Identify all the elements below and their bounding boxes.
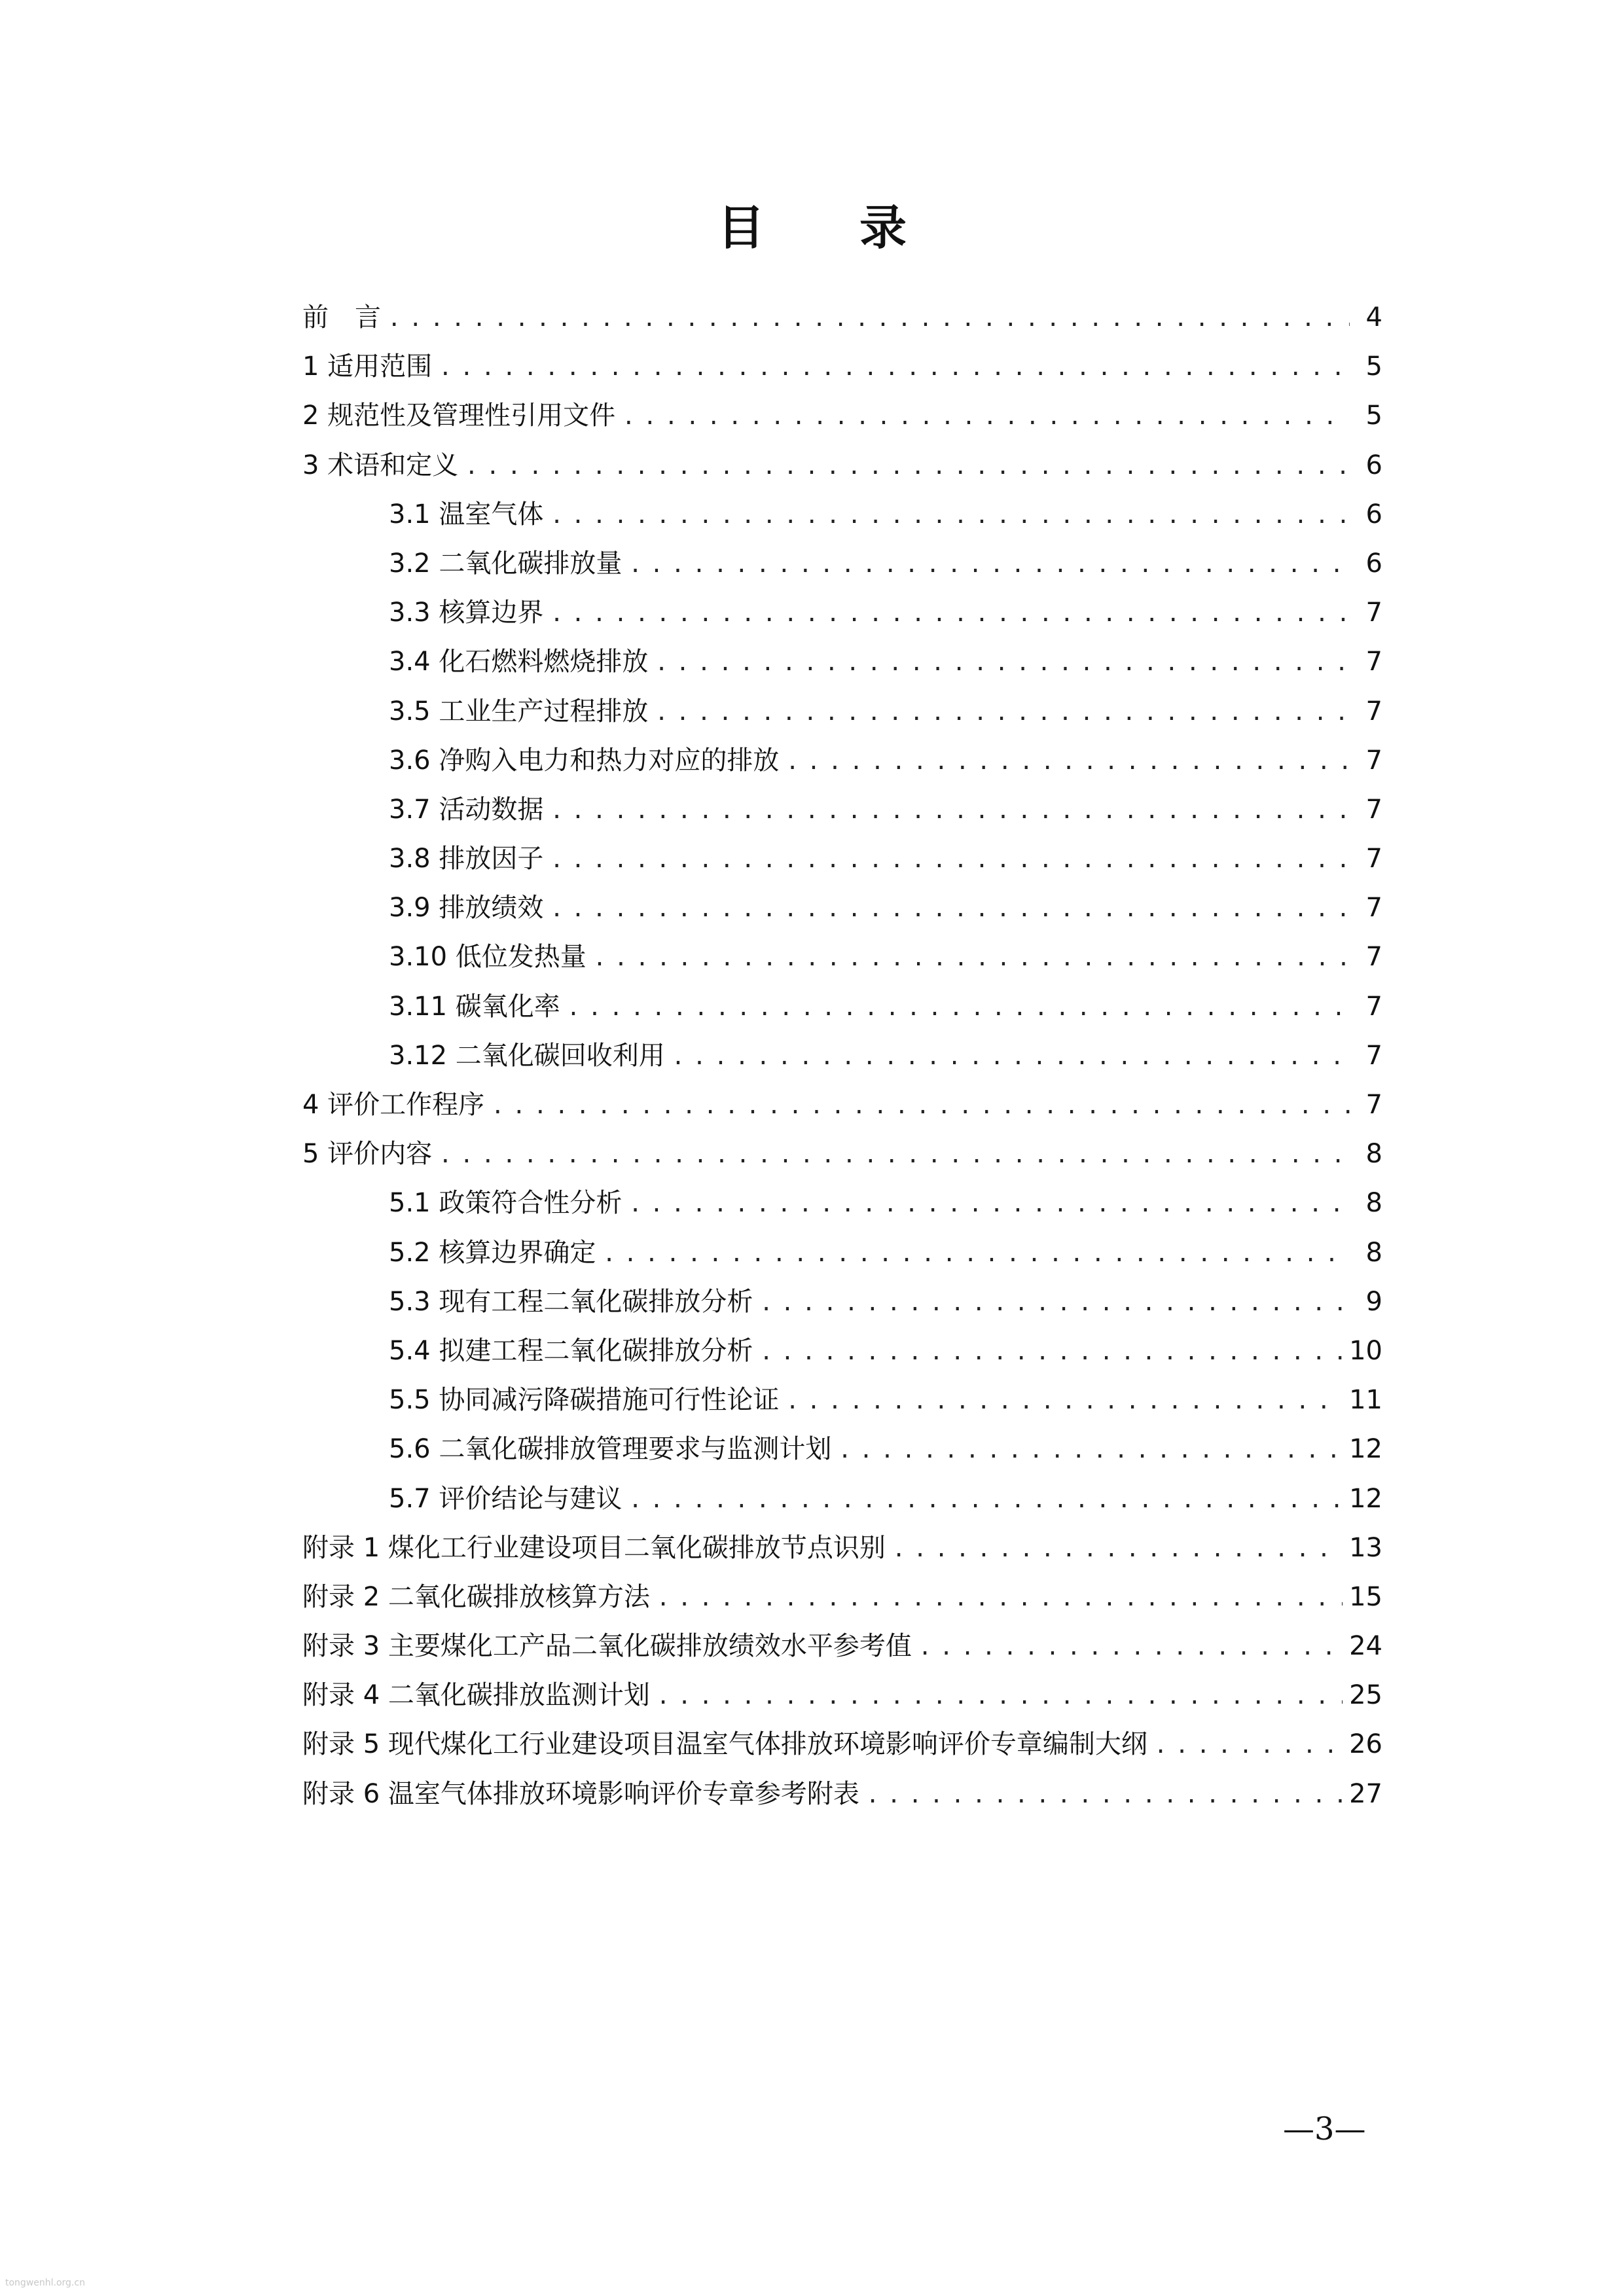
toc-entry-label: 4 评价工作程序 xyxy=(302,1090,485,1120)
toc-entry-page: 26 xyxy=(1349,1729,1382,1760)
toc-entry[interactable] xyxy=(302,637,1382,687)
toc-entry-label: 前 言 xyxy=(302,302,381,332)
toc-entry[interactable] xyxy=(302,884,1382,933)
toc-entry-page: 7 xyxy=(1365,893,1382,924)
toc-entry-page: 6 xyxy=(1365,548,1382,579)
toc-entry[interactable] xyxy=(302,391,1382,440)
toc-entry-page: 7 xyxy=(1365,794,1382,825)
toc-leader-dots xyxy=(785,738,1350,787)
toc-entry-page: 15 xyxy=(1349,1581,1382,1612)
toc-leader-dots xyxy=(622,393,1350,442)
toc-entry-label: 附录 1 煤化工行业建设项目二氧化碳排放节点识别 xyxy=(302,1532,886,1563)
toc-entry[interactable] xyxy=(302,736,1382,785)
toc-leader-dots xyxy=(550,787,1350,836)
toc-entry-label: 5 评价内容 xyxy=(302,1139,433,1170)
toc-leader-dots xyxy=(550,836,1350,885)
toc-entry-label: 附录 4 二氧化碳排放监测计划 xyxy=(302,1680,650,1711)
toc-entry-label: 附录 6 温室气体排放环境影响评价专章参考附表 xyxy=(302,1778,859,1809)
toc-leader-dots xyxy=(550,590,1350,639)
toc-entry-label: 附录 5 现代煤化工行业建设项目温室气体排放环境影响评价专章编制大纲 xyxy=(302,1729,1147,1760)
toc-entry-label: 3.11 碳氧化率 xyxy=(389,991,560,1022)
toc-entry[interactable] xyxy=(302,1622,1382,1671)
toc-entry[interactable] xyxy=(302,1278,1382,1327)
toc-leader-dots xyxy=(567,984,1350,1033)
toc-entry[interactable] xyxy=(302,1770,1382,1819)
toc-leader-dots xyxy=(892,1525,1343,1574)
toc-entry-page: 7 xyxy=(1365,647,1382,677)
toc-leader-dots xyxy=(1154,1721,1343,1770)
toc-entry-label: 5.7 评价结论与建议 xyxy=(389,1483,623,1514)
toc-leader-dots xyxy=(550,885,1350,934)
toc-entry-label: 3.9 排放绩效 xyxy=(389,893,544,924)
toc-entry-label: 5.6 二氧化碳排放管理要求与监测计划 xyxy=(389,1434,832,1465)
toc-entry[interactable] xyxy=(302,342,1382,391)
toc-leader-dots xyxy=(388,295,1350,344)
toc-leader-dots xyxy=(628,1180,1350,1229)
toc-entry-page: 13 xyxy=(1349,1532,1382,1563)
toc-entry-page: 12 xyxy=(1349,1483,1382,1514)
toc-entry-page: 9 xyxy=(1365,1286,1382,1317)
toc-entry[interactable] xyxy=(302,441,1382,490)
toc-entry-page: 5 xyxy=(1365,401,1382,431)
toc-leader-dots xyxy=(759,1279,1350,1328)
toc-entry[interactable] xyxy=(302,293,1382,342)
toc-entry-label: 2 规范性及管理性引用文件 xyxy=(302,401,616,431)
toc-leader-dots xyxy=(602,1230,1350,1279)
toc-entry-label: 5.2 核算边界确定 xyxy=(389,1237,596,1268)
toc-entry-page: 5 xyxy=(1365,351,1382,382)
toc-entry[interactable] xyxy=(302,539,1382,588)
toc-entry-page: 25 xyxy=(1349,1680,1382,1711)
toc-entry-page: 6 xyxy=(1365,450,1382,480)
toc-entry[interactable] xyxy=(302,1179,1382,1228)
toc-leader-dots xyxy=(866,1771,1343,1820)
toc-entry[interactable] xyxy=(302,785,1382,834)
toc-leader-dots xyxy=(465,442,1350,492)
toc-entry-page: 7 xyxy=(1365,942,1382,973)
toc-entry-page: 11 xyxy=(1349,1385,1382,1416)
page-number: —3— xyxy=(1283,2111,1366,2147)
toc-entry-label: 3.4 化石燃料燃烧排放 xyxy=(389,647,649,677)
toc-entry[interactable] xyxy=(302,1376,1382,1425)
toc-entry[interactable] xyxy=(302,1130,1382,1179)
toc-entry[interactable] xyxy=(302,1475,1382,1524)
toc-leader-dots xyxy=(439,1131,1350,1180)
toc-entry-page: 4 xyxy=(1365,302,1382,332)
toc-entry[interactable] xyxy=(302,1720,1382,1769)
toc-leader-dots xyxy=(655,639,1350,688)
toc-leader-dots xyxy=(628,1476,1343,1525)
toc-entry[interactable] xyxy=(302,1229,1382,1278)
toc-entry-page: 7 xyxy=(1365,991,1382,1022)
toc-entry-label: 3.1 温室气体 xyxy=(389,499,544,529)
table-of-contents xyxy=(302,293,1382,1819)
toc-entry[interactable] xyxy=(302,687,1382,736)
toc-leader-dots xyxy=(672,1033,1350,1082)
toc-entry-page: 12 xyxy=(1349,1434,1382,1465)
toc-entry-page: 7 xyxy=(1365,745,1382,776)
toc-entry-label: 1 适用范围 xyxy=(302,351,433,382)
toc-entry[interactable] xyxy=(302,1671,1382,1720)
toc-leader-dots xyxy=(759,1328,1343,1377)
toc-entry-label: 3.3 核算边界 xyxy=(389,598,544,628)
toc-leader-dots xyxy=(655,689,1350,738)
toc-leader-dots xyxy=(628,541,1350,590)
toc-entry-page: 8 xyxy=(1365,1188,1382,1219)
toc-entry[interactable] xyxy=(302,588,1382,637)
toc-leader-dots xyxy=(439,344,1350,393)
toc-leader-dots xyxy=(838,1426,1343,1475)
toc-entry-label: 附录 3 主要煤化工产品二氧化碳排放绩效水平参考值 xyxy=(302,1631,912,1662)
toc-entry[interactable] xyxy=(302,490,1382,539)
toc-entry-label: 5.5 协同减污降碳措施可行性论证 xyxy=(389,1385,780,1416)
toc-entry-page: 7 xyxy=(1365,1090,1382,1120)
watermark: tongwenhl.org.cn xyxy=(5,2278,85,2288)
toc-entry-page: 6 xyxy=(1365,499,1382,529)
toc-entry-label: 5.1 政策符合性分析 xyxy=(389,1188,623,1219)
toc-entry[interactable] xyxy=(302,1573,1382,1622)
toc-leader-dots xyxy=(491,1082,1350,1131)
toc-entry-label: 3.5 工业生产过程排放 xyxy=(389,696,649,726)
toc-entry-page: 27 xyxy=(1349,1778,1382,1809)
toc-entry[interactable] xyxy=(302,1327,1382,1376)
toc-entry-label: 5.4 拟建工程二氧化碳排放分析 xyxy=(389,1335,753,1366)
toc-entry[interactable] xyxy=(302,1524,1382,1573)
toc-entry-page: 10 xyxy=(1349,1335,1382,1366)
toc-entry-label: 3.2 二氧化碳排放量 xyxy=(389,548,623,579)
toc-leader-dots xyxy=(657,1672,1343,1721)
toc-entry-page: 8 xyxy=(1365,1237,1382,1268)
toc-entry-page: 7 xyxy=(1365,598,1382,628)
toc-leader-dots xyxy=(918,1623,1343,1672)
toc-entry-page: 7 xyxy=(1365,844,1382,874)
toc-entry-label: 3.8 排放因子 xyxy=(389,844,544,874)
toc-entry-page: 7 xyxy=(1365,1040,1382,1071)
toc-entry-page: 7 xyxy=(1365,696,1382,726)
toc-entry[interactable] xyxy=(302,1081,1382,1130)
toc-entry-label: 3.10 低位发热量 xyxy=(389,942,586,973)
toc-entry-label: 3.6 净购入电力和热力对应的排放 xyxy=(389,745,780,776)
toc-entry-page: 24 xyxy=(1349,1631,1382,1662)
toc-leader-dots xyxy=(593,934,1350,983)
toc-entry[interactable] xyxy=(302,1425,1382,1474)
toc-entry-page: 8 xyxy=(1365,1139,1382,1170)
toc-entry-label: 3.12 二氧化碳回收利用 xyxy=(389,1040,665,1071)
toc-leader-dots xyxy=(785,1377,1343,1426)
toc-entry-label: 5.3 现有工程二氧化碳排放分析 xyxy=(389,1286,753,1317)
toc-entry-label: 3.7 活动数据 xyxy=(389,794,544,825)
toc-entry[interactable] xyxy=(302,834,1382,884)
toc-entry-label: 附录 2 二氧化碳排放核算方法 xyxy=(302,1581,650,1612)
toc-entry[interactable] xyxy=(302,982,1382,1031)
page-title: 目 录 xyxy=(717,200,947,255)
toc-entry[interactable] xyxy=(302,1031,1382,1081)
toc-entry-label: 3 术语和定义 xyxy=(302,450,459,480)
toc-leader-dots xyxy=(550,492,1350,541)
toc-leader-dots xyxy=(657,1574,1343,1623)
toc-entry[interactable] xyxy=(302,933,1382,982)
